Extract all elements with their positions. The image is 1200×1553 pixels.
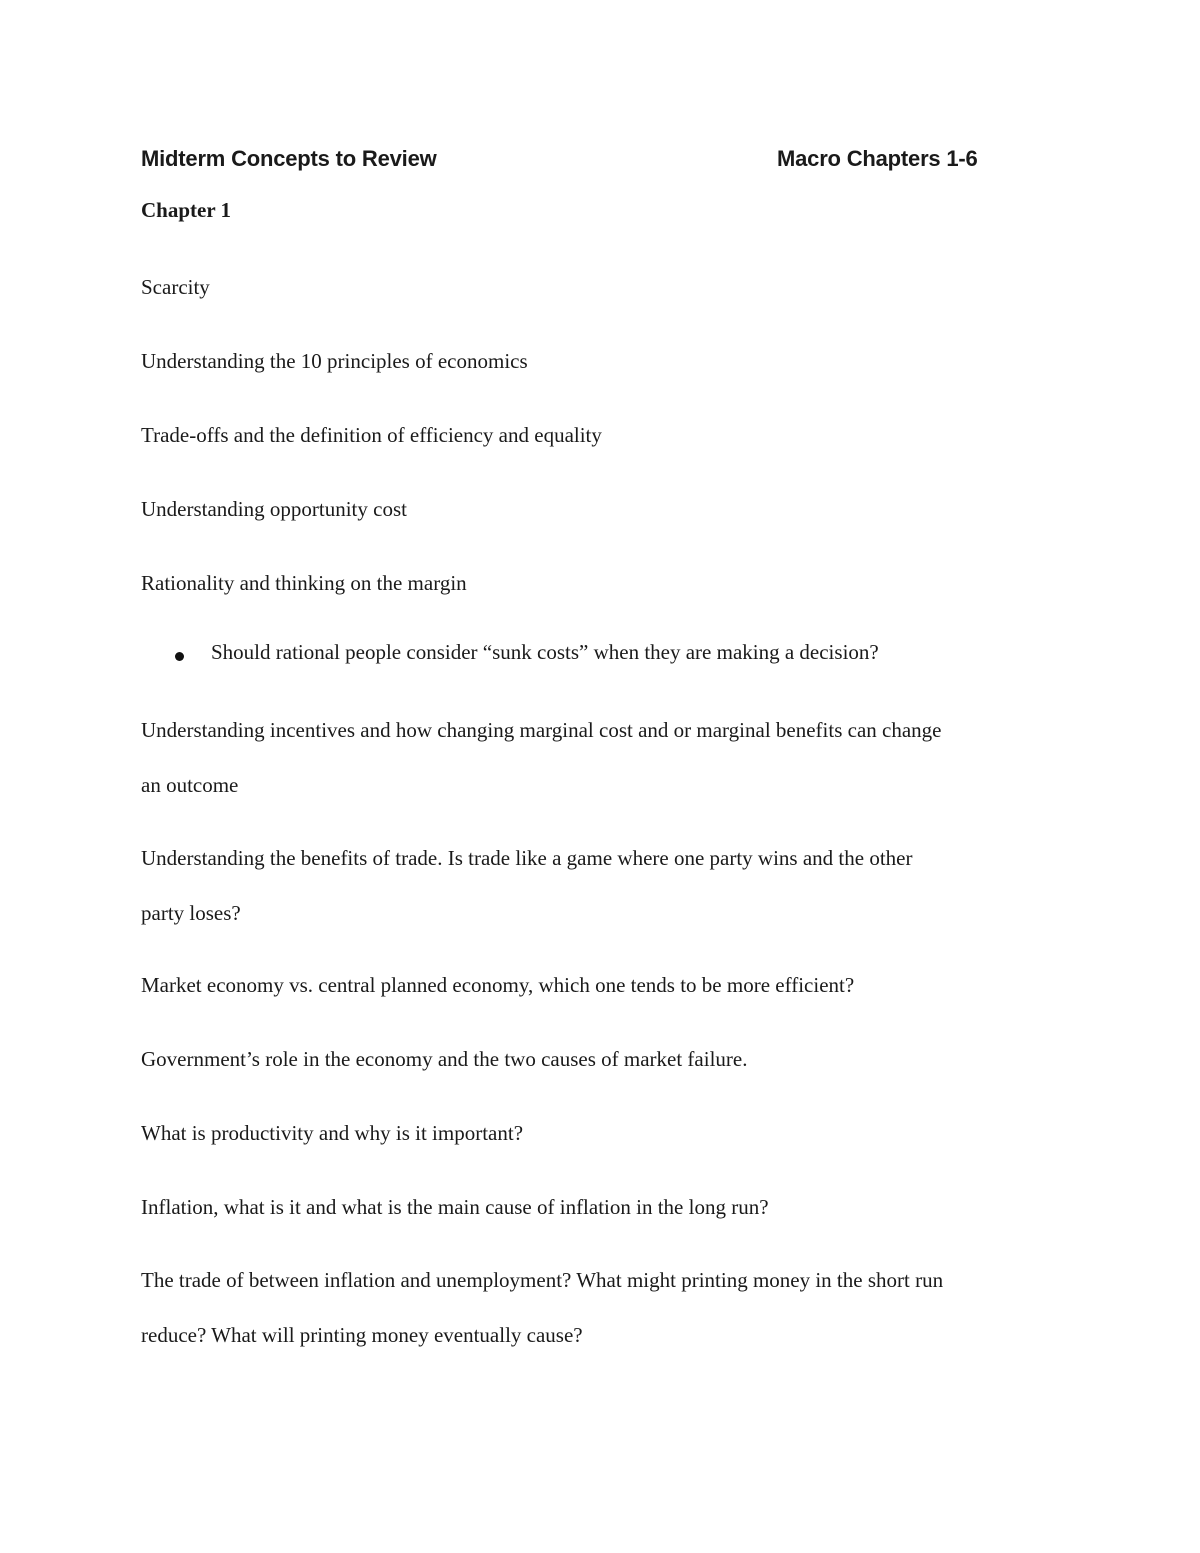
concept-item-market-economy: Market economy vs. central planned economy, which one tends to be more efficient? [141,973,855,997]
paragraph-tradeoff-line2: reduce? What will printing money eventually cause? [141,1323,583,1347]
bullet-icon [175,652,184,661]
concept-item-principles: Understanding the 10 principles of economics [141,349,528,373]
concept-item-government-role: Government’s role in the economy and the two causes of market failure. [141,1047,748,1071]
concept-item-productivity: What is productivity and why is it important? [141,1121,524,1145]
paragraph-trade-line1: Understanding the benefits of trade. Is trade like a game where one party wins and the other [141,846,913,870]
paragraph-tradeoff-line1: The trade of between inflation and unemployment? What might printing money in the short run [141,1268,944,1292]
bullet-text: Should rational people consider “sunk costs” when they are making a decision? [211,640,879,664]
paragraph-incentives-line2: an outcome [141,773,239,797]
concept-item-scarcity: Scarcity [141,275,210,299]
concept-item-opportunity-cost: Understanding opportunity cost [141,497,407,521]
document-title: Midterm Concepts to Review [141,146,437,171]
concept-item-tradeoffs: Trade-offs and the definition of efficiency and equality [141,423,602,447]
paragraph-trade-line2: party loses? [141,901,241,925]
concept-item-inflation: Inflation, what is it and what is the main cause of inflation in the long run? [141,1195,769,1219]
paragraph-incentives-line1: Understanding incentives and how changing marginal cost and or marginal benefits can change [141,718,942,742]
document-subtitle: Macro Chapters 1-6 [777,146,978,171]
document-header [141,142,1021,178]
chapter-heading: Chapter 1 [141,198,232,222]
concept-item-rationality: Rationality and thinking on the margin [141,571,467,595]
